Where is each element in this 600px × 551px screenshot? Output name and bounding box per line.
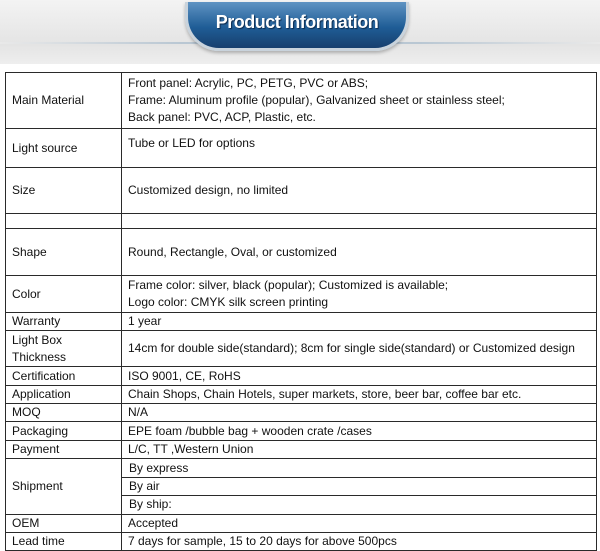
row-label: Packaging xyxy=(6,422,122,441)
row-value xyxy=(122,441,597,459)
value-line: Back panel: PVC, ACP, Plastic, etc. xyxy=(128,110,316,124)
value-line: Round, Rectangle, Oval, or customized xyxy=(128,244,337,259)
table-row xyxy=(6,313,597,331)
row-value xyxy=(122,422,597,441)
row-value xyxy=(122,73,597,129)
value-line: Frame: Aluminum profile (popular), Galvanized sheet or stainless steel; xyxy=(128,93,505,107)
table-row xyxy=(6,459,597,515)
row-value xyxy=(122,313,597,331)
table-row-empty xyxy=(6,214,597,229)
value-line: N/A xyxy=(128,405,149,419)
row-label: Certification xyxy=(6,367,122,386)
value-line: EPE foam /bubble bag + wooden crate /cases xyxy=(128,423,372,438)
value-line: 7 days for sample, 15 to 20 days for above 500pcs xyxy=(128,534,397,548)
row-label: Color xyxy=(6,276,122,313)
row-label: Shape xyxy=(6,229,122,276)
value-line: Chain Shops, Chain Hotels, super markets, store, beer bar, coffee bar etc. xyxy=(128,387,522,401)
table-row xyxy=(6,533,597,551)
table-row xyxy=(6,404,597,422)
value-line: Logo color: CMYK silk screen printing xyxy=(128,295,329,309)
row-label: Payment xyxy=(6,441,122,459)
banner-tab xyxy=(185,2,409,51)
row-label: Light source xyxy=(6,129,122,168)
row-label: Light Box Thickness xyxy=(6,331,122,367)
banner xyxy=(0,0,600,64)
table-row xyxy=(6,422,597,441)
row-value xyxy=(122,459,597,515)
value-line: L/C, TT ,Western Union xyxy=(128,442,254,456)
row-value xyxy=(122,386,597,404)
row-label: Warranty xyxy=(6,313,122,331)
row-value xyxy=(122,331,597,367)
page-title: Product Information xyxy=(215,12,379,32)
table-row xyxy=(6,331,597,367)
row-value xyxy=(122,229,597,276)
value-line: 14cm for double side(standard); 8cm for single side(standard) or Customized design xyxy=(128,341,575,355)
row-label: Lead time xyxy=(6,533,122,551)
value-line: Accepted xyxy=(128,516,179,530)
value-line: 1 year xyxy=(128,314,162,328)
value-line: By ship: xyxy=(129,496,172,511)
row-label: Main Material xyxy=(6,73,122,129)
table-row xyxy=(6,73,597,129)
row-value xyxy=(122,276,597,313)
value-line: Tube or LED for options xyxy=(128,136,255,150)
table-row xyxy=(6,168,597,214)
row-value xyxy=(122,404,597,422)
table-row xyxy=(6,229,597,276)
table-row xyxy=(6,276,597,313)
row-label: MOQ xyxy=(6,404,122,422)
row-value xyxy=(122,515,597,533)
table-row xyxy=(6,129,597,168)
table-row xyxy=(6,515,597,533)
value-line: By express xyxy=(122,460,596,478)
row-label: OEM xyxy=(6,515,122,533)
row-label xyxy=(6,214,122,229)
row-value xyxy=(122,168,597,214)
row-label: Shipment xyxy=(6,459,122,515)
value-line: ISO 9001, CE, RoHS xyxy=(128,368,241,383)
value-line: By air xyxy=(122,478,596,496)
table-row xyxy=(6,441,597,459)
table-row xyxy=(6,386,597,404)
value-line: Customized design, no limited xyxy=(128,183,289,197)
row-label: Size xyxy=(6,168,122,214)
row-value xyxy=(122,533,597,551)
table-row xyxy=(6,367,597,386)
value-line: Frame color: silver, black (popular); Customized is available; xyxy=(128,278,449,292)
row-value xyxy=(122,214,597,229)
value-line: Front panel: Acrylic, PC, PETG, PVC or ABS; xyxy=(128,76,369,90)
row-label: Application xyxy=(6,386,122,404)
row-value xyxy=(122,367,597,386)
row-value xyxy=(122,129,597,168)
spec-table xyxy=(5,72,597,551)
